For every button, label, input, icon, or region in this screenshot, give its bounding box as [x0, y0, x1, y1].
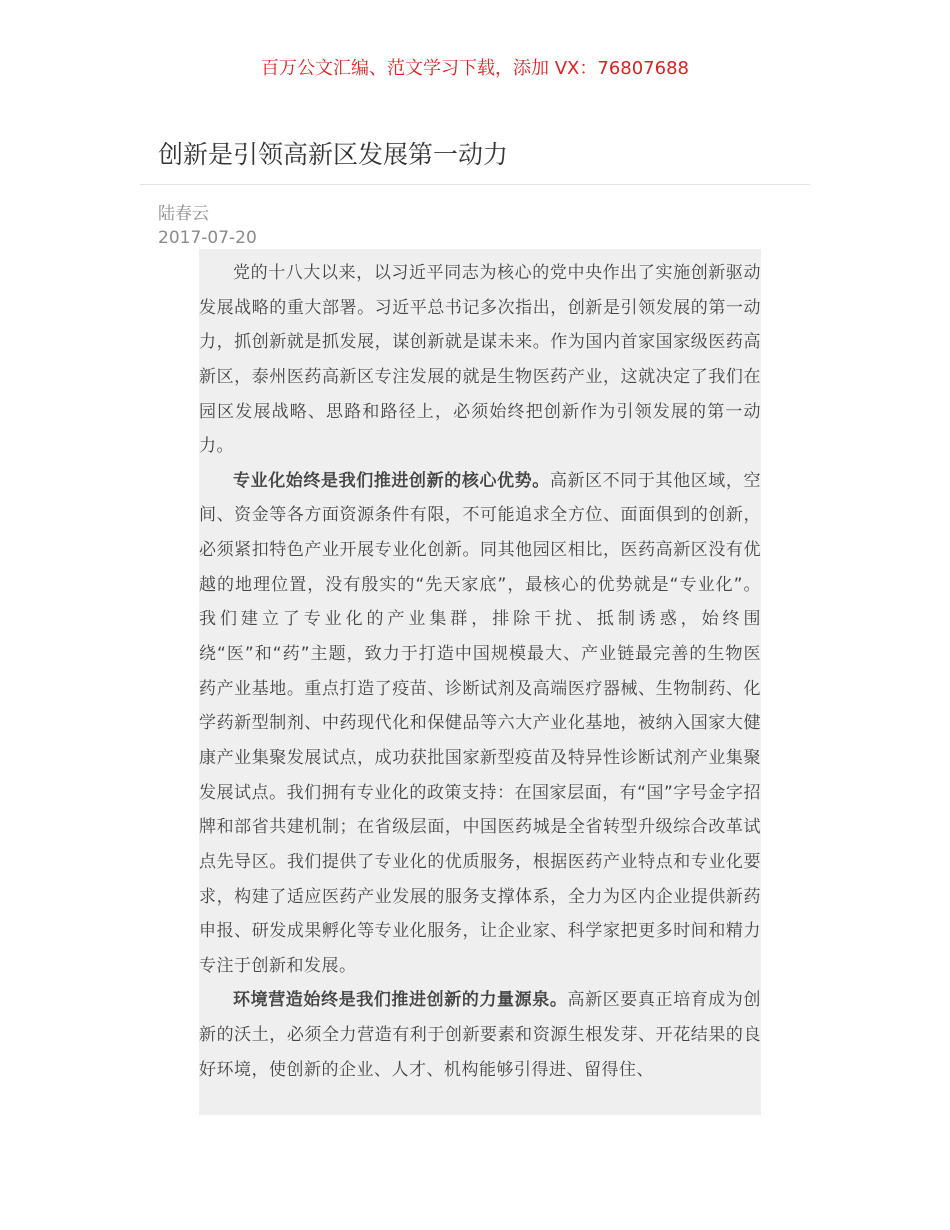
paragraph-lead: 环境营造始终是我们推进创新的力量源泉。 — [233, 990, 568, 1011]
paragraph-text: 高新区要真正培育成为创新的沃土，必须全力营造有利于创新要素和资源生根发芽、开花结果的良好环境，使创新的企业、人才、机构能够引得进、留得住、 — [199, 990, 761, 1080]
paragraph-text: 党的十八大以来，以习近平同志为核心的党中央作出了实施创新驱动发展战略的重大部署。习近平总书记多次指出，创新是引领发展的第一动力，抓创新就是抓发展，谋创新就是谋未来。作为国内首家国家级医药高新区，泰州医药高新区专注发展的就是生物医药产业，这就决定了我们在园区发展战略、思路和路径上，必须始终把创新作为引领发展的第一动力。 — [199, 263, 761, 457]
article-body — [199, 249, 761, 1115]
article-title: 创新是引领高新区发展第一动力 — [158, 140, 509, 169]
paragraph-text: 高新区不同于其他区域，空间、资金等各方面资源条件有限，不可能追求全方位、面面俱到的创新，必须紧扣特色产业开展专业化创新。同其他园区相比，医药高新区没有优越的地理位置，没有殷实的“先天家底”，最核心的优势就是“专业化”。我们建立了专业化的产业集群，排除干扰、抵制诱惑，始终围绕“医”和“药”主题，致力于打造中国规模最大、产业链最完善的生物医药产业基地。重点打造了疫苗、诊断试剂及高端医疗器械、生物制药、化学药新型制剂、中药现代化和保健品等六大产业化基地，被纳入国家大健康产业集聚发展试点，成功获批国家新型疫苗及特异性诊断试剂产业集聚发展试点。我们拥有专业化的政策支持：在国家层面，有“国”字号金字招牌和部省共建机制；在省级层面，中国医药城是全省转型升级综合改革试点先导区。我们提供了专业化的优质服务，根据医药产业特点和专业化要求，构建了适应医药产业发展的服务支撑体系，全力为区内企业提供新药申报、研发成果孵化等专业化服务，让企业家、科学家把更多时间和精力专注于创新和发展。 — [199, 470, 761, 976]
title-divider — [140, 184, 810, 185]
paragraph-environment — [199, 983, 761, 1087]
article-date: 2017-07-20 — [158, 228, 257, 248]
paragraph-intro — [199, 249, 761, 464]
paragraph-lead: 专业化始终是我们推进创新的核心优势。 — [233, 470, 550, 491]
watermark-banner: 百万公文汇编、范文学习下载，添加 VX：76807688 — [261, 58, 689, 79]
paragraph-specialization — [199, 464, 761, 984]
article-author: 陆春云 — [158, 204, 209, 224]
